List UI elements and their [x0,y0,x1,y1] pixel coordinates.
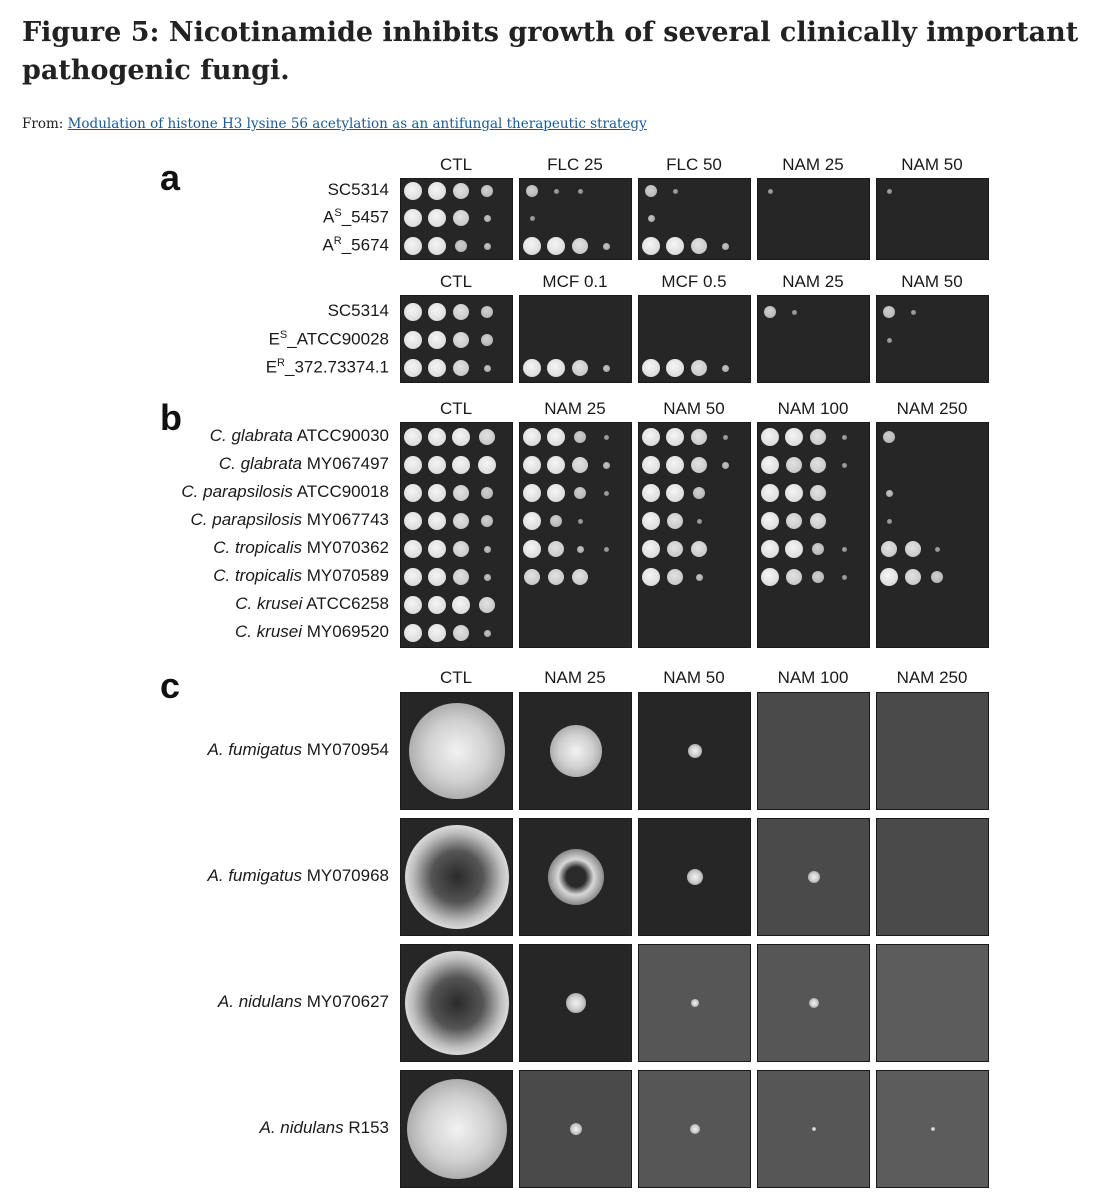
strain-id: R153 [348,1118,389,1137]
yeast-spot [887,519,892,524]
agar-plate [400,178,513,260]
yeast-spot [428,331,446,349]
yeast-spot [881,541,897,557]
yeast-spot [404,596,422,614]
yeast-spot [842,547,847,552]
column-label: NAM 250 [896,668,968,687]
yeast-spot [667,541,683,557]
agar-plate [400,692,513,810]
yeast-spot [810,513,826,529]
strain-name: A [323,207,335,227]
yeast-spot [523,456,541,474]
yeast-spot [722,365,729,372]
strain-label [323,207,389,228]
column-label: NAM 50 [663,399,725,418]
yeast-spot [523,484,541,502]
yeast-spot [785,540,803,558]
yeast-spot [428,428,446,446]
yeast-spot [604,547,609,552]
species-name: C. glabrata [218,454,303,473]
source-article-link[interactable]: Modulation of histone H3 lysine 56 acetylation as an antifungal therapeutic strategy [67,116,647,132]
yeast-spot [481,487,493,499]
column-label: NAM 50 [901,272,963,291]
fungal-colony [687,869,703,885]
yeast-spot [453,569,469,585]
strain-label [235,622,389,642]
yeast-spot [723,435,728,440]
yeast-spot [905,541,921,557]
yeast-spot [691,360,707,376]
yeast-spot [428,624,446,642]
yeast-spot [642,484,660,502]
column-label: CTL [439,272,473,291]
yeast-spot [428,512,446,530]
strain-label [260,1118,390,1138]
yeast-spot [526,185,538,197]
column-label: CTL [439,399,473,418]
fungal-colony [570,1123,582,1135]
yeast-spot [603,243,610,250]
yeast-spot [642,428,660,446]
yeast-spot [478,456,496,474]
yeast-spot [880,568,898,586]
agar-plate [519,178,632,260]
yeast-spot [453,625,469,641]
fungal-colony [548,849,604,905]
agar-plate [876,818,989,936]
strain-label [191,510,389,530]
strain-id: MY069520 [306,622,389,641]
species-name: C. tropicalis [213,538,303,557]
yeast-spot [792,310,797,315]
species-name: A. nidulans [217,992,303,1011]
fungal-colony [405,951,509,1055]
yeast-spot [574,431,586,443]
yeast-spot [648,215,655,222]
strain-label [219,454,389,474]
yeast-spot [666,456,684,474]
yeast-spot [911,310,916,315]
yeast-spot [572,569,588,585]
yeast-spot [484,243,491,250]
yeast-spot [523,237,541,255]
yeast-spot [428,540,446,558]
yeast-spot [479,597,495,613]
strain-superscript: S [334,207,342,219]
strain-name: E [265,357,278,377]
agar-plate [638,692,751,810]
column-label: NAM 25 [782,272,844,291]
agar-plate [400,295,513,383]
agar-plate [876,1070,989,1188]
agar-plate [519,422,632,648]
column-label: NAM 100 [777,668,849,687]
yeast-spot [785,428,803,446]
yeast-spot [428,303,446,321]
agar-plate [757,295,870,383]
strain-id: MY067497 [306,454,389,473]
agar-plate [519,295,632,383]
yeast-spot [481,306,493,318]
agar-plate [876,295,989,383]
strain-label [269,329,389,350]
yeast-spot [452,456,470,474]
strain-id: MY067743 [306,510,389,529]
yeast-spot [428,568,446,586]
agar-plate [757,422,870,648]
yeast-spot [666,484,684,502]
yeast-spot [481,515,493,527]
yeast-spot [691,541,707,557]
strain-label [322,235,389,256]
yeast-spot [642,456,660,474]
fungal-colony [688,744,702,758]
yeast-spot [404,540,422,558]
fungal-colony [691,999,699,1007]
agar-plate [876,422,989,648]
yeast-spot [578,189,583,194]
yeast-spot [642,359,660,377]
yeast-spot [404,237,422,255]
panel-letter: c [160,665,181,706]
yeast-spot [786,569,802,585]
yeast-spot [761,484,779,502]
yeast-spot [453,183,469,199]
yeast-spot [453,513,469,529]
yeast-spot [764,306,776,318]
column-label: FLC 50 [666,155,722,174]
column-label: MCF 0.1 [542,272,608,291]
agar-plate [757,178,870,260]
yeast-spot [455,240,467,252]
strain-label [208,866,389,886]
yeast-spot [696,574,703,581]
species-name: C. krusei [234,622,303,641]
figure-title: Figure 5: Nicotinamide inhibits growth of several clinically important pathogenic fungi. [22,17,1079,86]
yeast-spot [768,189,773,194]
strain-label [266,357,389,378]
yeast-spot [404,331,422,349]
yeast-spot [523,540,541,558]
strain-id: MY070968 [306,866,389,885]
yeast-spot [547,456,565,474]
agar-plate [519,944,632,1062]
column-label: NAM 50 [901,155,963,174]
yeast-spot [428,484,446,502]
fungal-colony [550,725,602,777]
yeast-spot [642,540,660,558]
yeast-spot [452,596,470,614]
yeast-spot [548,569,564,585]
yeast-spot [523,428,541,446]
strain-id: MY070627 [306,992,389,1011]
strain-name: E [268,329,280,349]
yeast-spot [603,462,610,469]
yeast-spot [428,209,446,227]
yeast-spot [697,519,702,524]
strain-name: SC5314 [327,180,389,199]
yeast-spot [530,216,535,221]
yeast-spot [642,237,660,255]
yeast-spot [484,630,491,637]
yeast-spot [666,237,684,255]
column-label: NAM 25 [544,399,606,418]
yeast-spot [645,185,657,197]
yeast-spot [935,547,940,552]
yeast-spot [693,487,705,499]
yeast-spot [812,571,824,583]
fungal-colony [931,1127,935,1131]
yeast-spot [453,485,469,501]
yeast-spot [428,596,446,614]
yeast-spot [484,546,491,553]
agar-plate [757,818,870,936]
yeast-spot [547,428,565,446]
strain-id: ATCC6258 [306,594,389,613]
panel-letter: a [160,157,181,198]
yeast-spot [666,359,684,377]
yeast-spot [603,365,610,372]
agar-plate [638,295,751,383]
yeast-spot [761,456,779,474]
strain-suffix: _5674 [341,235,389,255]
yeast-spot [428,359,446,377]
column-label: NAM 100 [777,399,849,418]
yeast-spot [810,485,826,501]
yeast-spot [842,575,847,580]
yeast-spot [642,512,660,530]
agar-plate [876,178,989,260]
agar-plate [519,692,632,810]
fungal-colony [808,871,820,883]
column-label: NAM 25 [544,668,606,687]
column-label: NAM 50 [663,668,725,687]
yeast-spot [842,435,847,440]
column-label: NAM 25 [782,155,844,174]
agar-plate [400,818,513,936]
yeast-spot [404,456,422,474]
yeast-spot [577,546,584,553]
column-label: CTL [439,155,473,174]
species-name: A. fumigatus [207,740,303,759]
yeast-spot [484,574,491,581]
agar-plate [876,944,989,1062]
yeast-spot [523,359,541,377]
strain-superscript: S [279,329,288,341]
yeast-spot [604,435,609,440]
yeast-spot [554,189,559,194]
yeast-spot [404,303,422,321]
yeast-spot [931,571,943,583]
yeast-spot [604,491,609,496]
species-name: A. nidulans [259,1118,344,1137]
yeast-spot [572,457,588,473]
yeast-spot [761,428,779,446]
yeast-spot [428,456,446,474]
yeast-spot [667,513,683,529]
yeast-spot [578,519,583,524]
panel-letter: b [160,397,182,438]
yeast-spot [642,568,660,586]
yeast-spot [786,513,802,529]
strain-id: ATCC90030 [296,426,389,445]
yeast-spot [404,428,422,446]
yeast-spot [428,237,446,255]
agar-plate [876,692,989,810]
yeast-spot [453,332,469,348]
yeast-spot [691,457,707,473]
strain-superscript: R [277,357,285,369]
strain-suffix: _5457 [341,207,389,227]
yeast-spot [550,515,562,527]
yeast-spot [887,338,892,343]
yeast-spot [883,306,895,318]
strain-name: A [322,235,334,255]
strain-label [328,180,389,200]
yeast-spot [428,182,446,200]
fungal-colony [409,703,505,799]
yeast-spot [574,487,586,499]
yeast-spot [722,462,729,469]
strain-label [218,992,389,1012]
yeast-spot [691,429,707,445]
yeast-spot [842,463,847,468]
yeast-spot [666,428,684,446]
agar-plate [757,692,870,810]
fungal-colony [566,993,586,1013]
yeast-spot [786,457,802,473]
yeast-spot [404,182,422,200]
yeast-spot [572,360,588,376]
column-label: MCF 0.5 [661,272,727,291]
strain-id: MY070954 [306,740,389,759]
yeast-spot [547,484,565,502]
yeast-spot [905,569,921,585]
agar-plate [638,178,751,260]
strain-id: MY070362 [306,538,389,557]
yeast-spot [887,189,892,194]
yeast-spot [484,365,491,372]
fungal-colony [407,1079,507,1179]
yeast-spot [453,210,469,226]
agar-plate [638,422,751,648]
yeast-spot [404,512,422,530]
agar-plate [400,944,513,1062]
strain-label [213,566,389,586]
agar-plate [400,1070,513,1188]
strain-label [328,301,389,321]
yeast-spot [524,569,540,585]
yeast-spot [479,429,495,445]
yeast-spot [404,209,422,227]
agar-plate [519,1070,632,1188]
yeast-spot [453,304,469,320]
yeast-spot [667,569,683,585]
yeast-spot [886,490,893,497]
yeast-spot [673,189,678,194]
agar-plate [638,1070,751,1188]
yeast-spot [722,243,729,250]
yeast-spot [404,484,422,502]
strain-suffix: _372.73374.1 [285,357,389,377]
fungal-colony [809,998,819,1008]
yeast-spot [523,512,541,530]
source-line [22,116,647,132]
strain-superscript: R [333,235,342,247]
strain-label [181,482,389,502]
agar-plate [400,422,513,648]
species-name: C. krusei [235,594,303,613]
strain-label [235,594,389,614]
column-label: CTL [439,668,473,687]
yeast-spot [761,540,779,558]
strain-id: MY070589 [306,566,389,585]
agar-plate [757,944,870,1062]
species-name: C. parapsilosis [181,482,293,501]
yeast-spot [484,215,491,222]
species-name: C. glabrata [209,426,293,445]
yeast-spot [812,543,824,555]
yeast-spot [810,429,826,445]
yeast-spot [761,568,779,586]
yeast-spot [452,428,470,446]
yeast-spot [547,359,565,377]
agar-plate [638,818,751,936]
column-label: FLC 25 [547,155,603,174]
yeast-spot [481,334,493,346]
yeast-spot [883,431,895,443]
fungal-colony [405,825,509,929]
agar-plate [519,818,632,936]
species-name: C. tropicalis [213,566,303,585]
yeast-spot [547,237,565,255]
yeast-spot [404,624,422,642]
yeast-spot [810,457,826,473]
yeast-spot [785,484,803,502]
yeast-spot [548,541,564,557]
strain-label [213,538,389,558]
yeast-spot [761,512,779,530]
yeast-spot [404,359,422,377]
yeast-spot [481,185,493,197]
yeast-spot [404,568,422,586]
strain-id: ATCC90018 [296,482,389,501]
yeast-spot [453,360,469,376]
strain-label [208,740,389,760]
from-prefix: From: [22,116,64,132]
yeast-spot [691,238,707,254]
yeast-spot [453,541,469,557]
agar-plate [757,1070,870,1188]
fungal-colony [812,1127,816,1131]
strain-label [210,426,389,446]
column-label: NAM 250 [896,399,968,418]
agar-plate [638,944,751,1062]
strain-suffix: _ATCC90028 [287,329,389,349]
species-name: A. fumigatus [207,866,303,885]
species-name: C. parapsilosis [190,510,303,529]
fungal-colony [690,1124,700,1134]
strain-name: SC5314 [327,301,389,320]
yeast-spot [572,238,588,254]
